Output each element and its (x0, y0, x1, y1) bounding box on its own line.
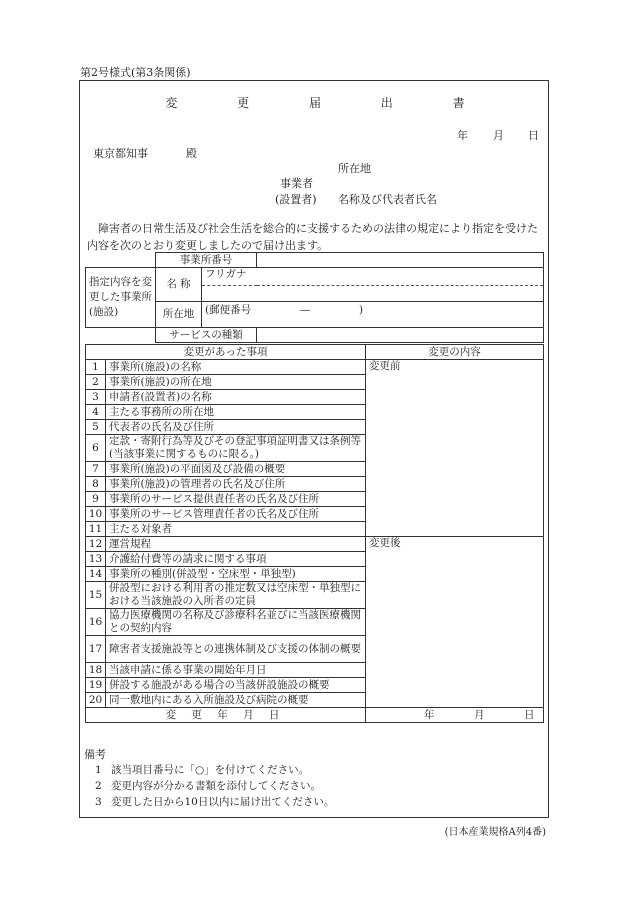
changes-table (85, 344, 544, 723)
service-type-value[interactable] (257, 328, 544, 343)
office-address-value[interactable] (202, 302, 544, 328)
postal-close: ) (358, 304, 364, 316)
item-number[interactable]: 17 (86, 636, 106, 663)
note-item (95, 778, 321, 793)
item-text: 主たる対象者 (106, 522, 366, 537)
change-after-cell[interactable] (366, 537, 544, 708)
office-address-label: 所在地 (156, 302, 202, 328)
intro-text: 障害者の日常生活及び社会生活を総合的に支援するための法律の規定により指定を受けた内容を次のとおり変更しましたので届け出ます。 (87, 222, 538, 252)
office-group-label: 指定内容を変更した事業所(施設) (86, 268, 156, 328)
item-number[interactable]: 2 (86, 375, 106, 390)
note-item (95, 762, 309, 777)
office-name-value[interactable] (202, 286, 544, 302)
date-year: 年 (457, 129, 468, 142)
item-number[interactable]: 18 (86, 663, 106, 678)
item-text: 介護給付費等の請求に関する事項 (106, 552, 366, 567)
item-number[interactable]: 1 (86, 360, 106, 375)
change-date-year: 年 (424, 708, 435, 721)
item-number[interactable]: 8 (86, 477, 106, 492)
item-text: 申請者(設置者)の名称 (106, 390, 366, 405)
service-type-label: サービスの種類 (156, 328, 257, 343)
item-text: 事業所のサービス提供責任者の氏名及び住所 (106, 492, 366, 507)
item-number[interactable]: 13 (86, 552, 106, 567)
item-text: 事業所(施設)の平面図及び設備の概要 (106, 462, 366, 477)
note-item (95, 794, 334, 809)
item-number[interactable]: 15 (86, 582, 106, 609)
item-text: 事業所のサービス管理責任者の氏名及び住所 (106, 507, 366, 522)
note-number: 2 (95, 780, 102, 792)
item-text: 同一敷地内にある入所施設及び病院の概要 (106, 693, 366, 708)
item-number[interactable]: 10 (86, 507, 106, 522)
item-text: 事業所(施設)の管理者の氏名及び住所 (106, 477, 366, 492)
change-before-label: 変更前 (369, 360, 401, 372)
note-number: 3 (95, 796, 102, 808)
office-name-label: 名 称 (156, 268, 202, 302)
item-text: 障害者支援施設等との連携体制及び支援の体制の概要 (106, 636, 366, 663)
change-date-label: 変 更 年 月 日 (86, 708, 366, 723)
item-text: 当該申請に係る事業の開始年月日 (106, 663, 366, 678)
item-number[interactable]: 3 (86, 390, 106, 405)
form-label: 第2号様式(第3条関係) (80, 66, 191, 79)
note-text: 変更内容が分かる書類を添付してください。 (111, 780, 321, 792)
item-text: 代表者の氏名及び住所 (106, 420, 366, 435)
note-text: 該当項目番号に「○」を付けてください。 (111, 764, 310, 776)
item-text: 併設する施設がある場合の当該併設施設の概要 (106, 678, 366, 693)
item-number[interactable]: 4 (86, 405, 106, 420)
office-table (85, 252, 544, 343)
setter-label: (設置者) (275, 193, 317, 206)
item-number[interactable]: 6 (86, 435, 106, 462)
postal-label: (郵便番号 (205, 304, 252, 316)
name-rep-label: 名称及び代表者氏名 (338, 193, 437, 206)
item-number[interactable]: 19 (86, 678, 106, 693)
item-text: 定款・寄附行為等及びその登記事項証明書又は条例等(当該事業に関するものに限る。) (106, 435, 366, 462)
item-text: 協力医療機関の名称及び診療科名並びに当該医療機関との契約内容 (106, 609, 366, 636)
header-change-content: 変更の内容 (366, 345, 544, 360)
form-title: 変 更 届 出 書 (165, 96, 493, 110)
location-label: 所在地 (338, 162, 371, 175)
change-date-row (86, 708, 544, 723)
item-text: 運営規程 (106, 537, 366, 552)
change-date-day: 日 (524, 708, 535, 721)
notes-title: 備考 (84, 748, 106, 761)
business-label: 事業者 (280, 177, 313, 190)
item-text: 事業所の種別(併設型・空床型・単独型) (106, 567, 366, 582)
change-after-label: 変更後 (369, 537, 401, 549)
item-number[interactable]: 16 (86, 609, 106, 636)
addressee-name: 東京都知事 (93, 147, 148, 160)
item-text: 主たる事務所の所在地 (106, 405, 366, 420)
table-row (86, 537, 544, 552)
header-changed-item: 変更があった事項 (86, 345, 366, 360)
item-number[interactable]: 11 (86, 522, 106, 537)
addressee-honorific: 殿 (186, 147, 197, 160)
item-text: 併設型における利用者の推定数又は空床型・単独型における当該施設の入所者の定員 (106, 582, 366, 609)
item-text: 事業所(施設)の名称 (106, 360, 366, 375)
furigana-label: フリガナ (202, 268, 544, 286)
change-before-cell[interactable] (366, 360, 544, 537)
office-number-label: 事業所番号 (156, 253, 257, 268)
postal-dash: — (299, 304, 311, 316)
date-day: 日 (528, 129, 539, 142)
item-number[interactable]: 9 (86, 492, 106, 507)
note-number: 1 (95, 764, 102, 776)
office-number-value[interactable] (257, 253, 544, 268)
table-row (86, 360, 544, 375)
note-text: 変更した日から10日以内に届け出てください。 (111, 796, 335, 808)
change-date-value[interactable] (366, 708, 544, 723)
item-number[interactable]: 20 (86, 693, 106, 708)
date-month: 月 (493, 129, 504, 142)
item-number[interactable]: 7 (86, 462, 106, 477)
item-number[interactable]: 5 (86, 420, 106, 435)
item-number[interactable]: 14 (86, 567, 106, 582)
jis-footer: (日本産業規格A列4番) (444, 827, 546, 838)
change-date-month: 月 (474, 708, 485, 721)
item-text: 事業所(施設)の所在地 (106, 375, 366, 390)
item-number[interactable]: 12 (86, 537, 106, 552)
